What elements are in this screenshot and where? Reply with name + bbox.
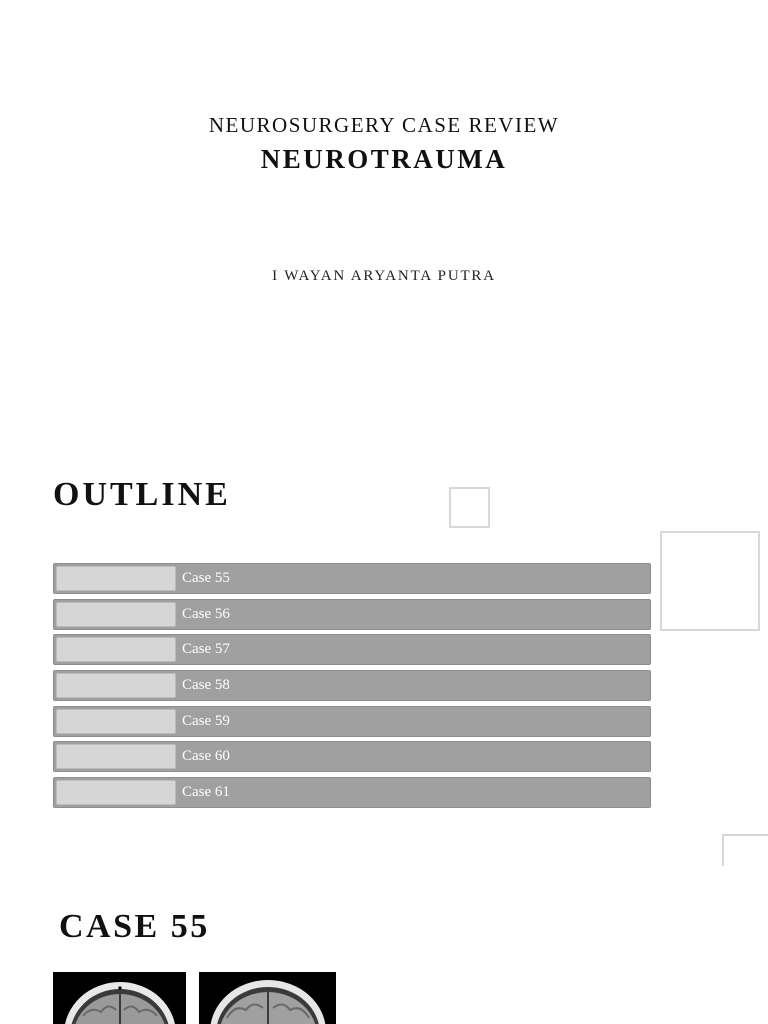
outline-item-label: Case 58 [182, 677, 230, 694]
ct-scan-image-1 [53, 972, 186, 1024]
outline-item-label: Case 55 [182, 570, 230, 586]
decorative-corner [722, 834, 768, 866]
decorative-square-small [449, 487, 490, 528]
outline-item-label: Case 57 [182, 641, 230, 658]
outline-item-tab [56, 780, 176, 805]
author-name: I WAYAN ARYANTA PUTRA [272, 268, 496, 284]
outline-item-case-59[interactable] [53, 706, 651, 737]
outline-item-case-58[interactable] [53, 670, 651, 701]
document-subtitle: NEUROSURGERY CASE REVIEW [208, 113, 560, 137]
outline-item-tab [56, 744, 176, 769]
outline-item-tab [56, 673, 176, 698]
ct-scan-image-2 [199, 972, 336, 1024]
outline-item-label: Case 61 [182, 784, 230, 801]
title-block [0, 112, 768, 176]
outline-item-label: Case 59 [182, 712, 230, 729]
outline-heading: OUTLINE [53, 476, 231, 513]
outline-item-case-55[interactable] [53, 563, 651, 594]
outline-item-label: Case 56 [182, 605, 230, 622]
outline-list [53, 563, 651, 813]
outline-item-case-57[interactable] [53, 634, 651, 665]
outline-item-tab [56, 602, 176, 627]
outline-item-tab [56, 566, 176, 591]
outline-item-case-56[interactable] [53, 599, 651, 630]
outline-item-case-60[interactable] [53, 741, 651, 772]
case-heading: CASE 55 [59, 908, 210, 945]
outline-item-tab [56, 637, 176, 662]
outline-item-case-61[interactable] [53, 777, 651, 808]
decorative-square-large [660, 531, 760, 631]
outline-item-tab [56, 709, 176, 734]
outline-item-label: Case 60 [182, 748, 230, 765]
document-title: NEUROTRAUMA [260, 144, 508, 174]
